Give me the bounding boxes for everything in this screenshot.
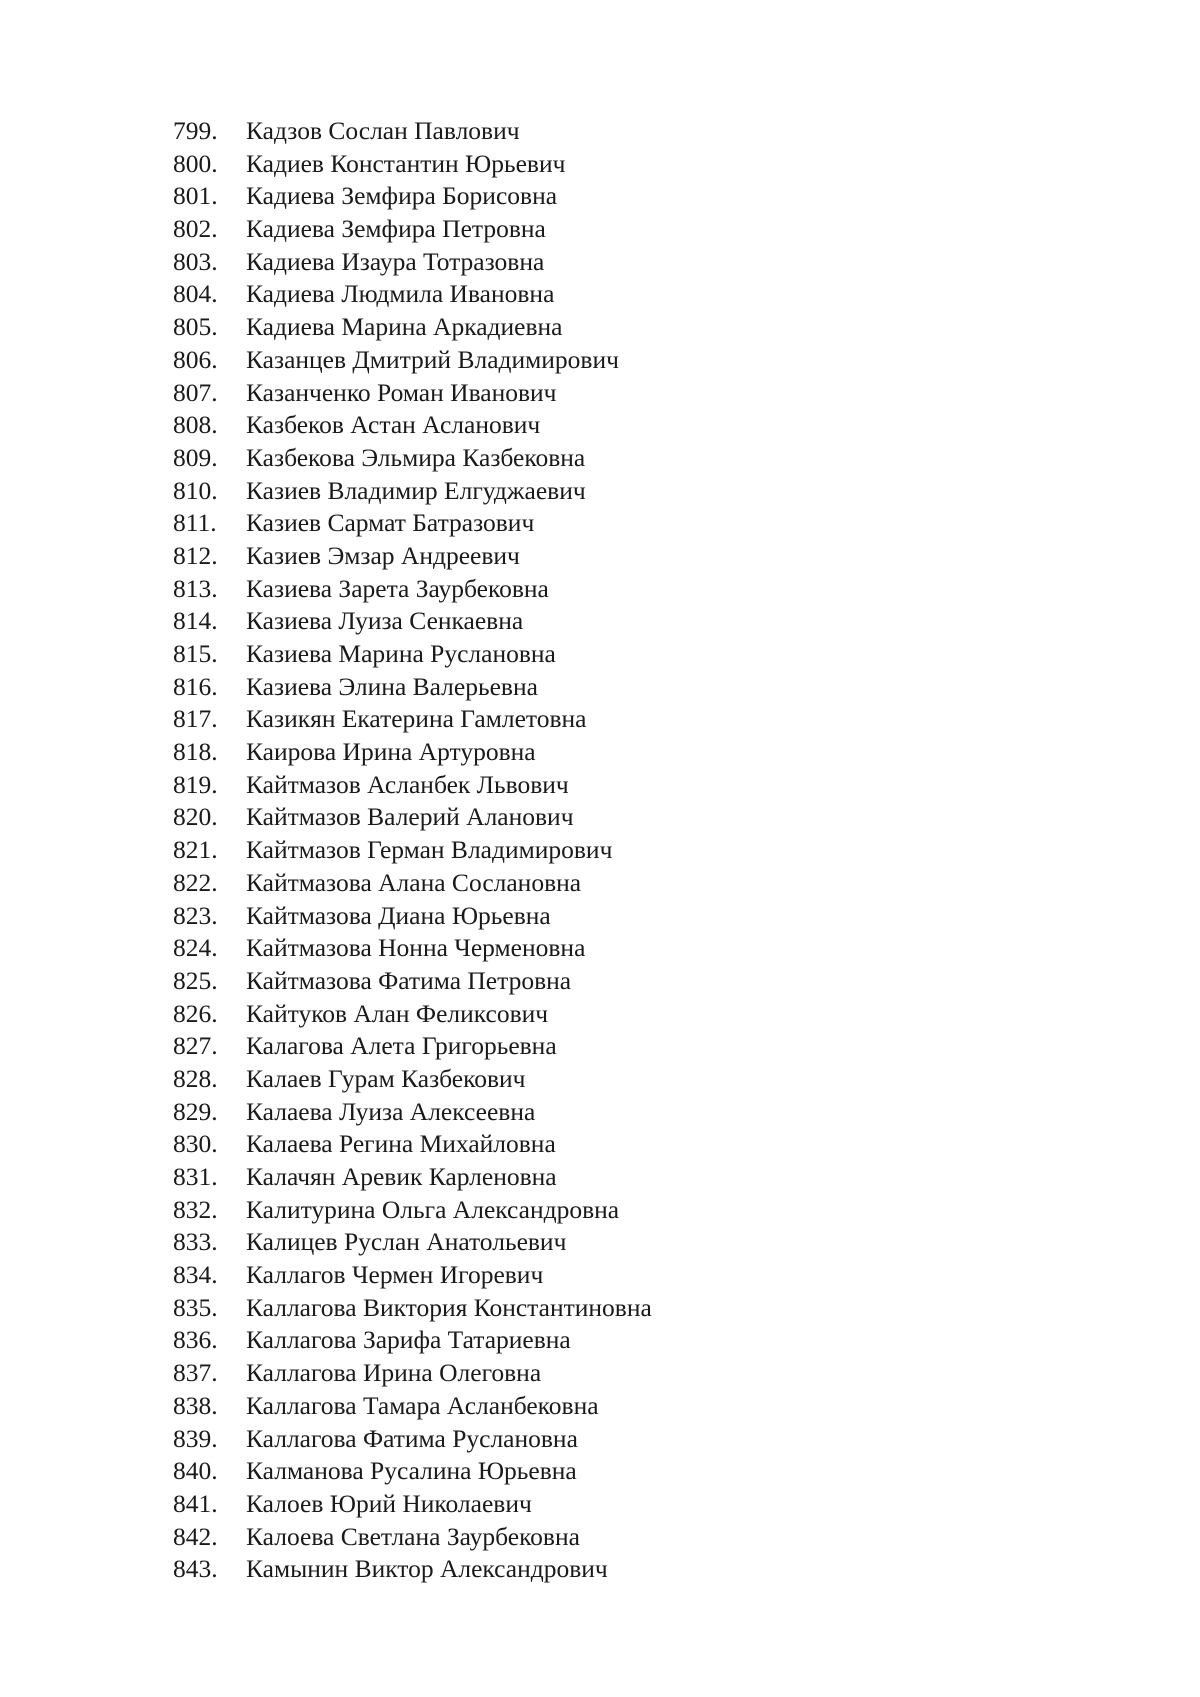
entry-number: 810. xyxy=(173,475,218,505)
entry-number: 813. xyxy=(173,573,218,603)
entry-number: 820. xyxy=(173,802,218,832)
list-item xyxy=(173,475,1073,508)
entry-name: Калицев Руслан Анатольевич xyxy=(246,1227,567,1257)
entry-number: 819. xyxy=(173,769,218,799)
list-item xyxy=(173,377,1073,410)
entry-number: 841. xyxy=(173,1488,218,1518)
list-item xyxy=(173,1030,1073,1063)
entry-number: 825. xyxy=(173,965,218,995)
entry-name: Кадиева Людмила Ивановна xyxy=(246,279,555,309)
entry-number: 835. xyxy=(173,1292,218,1322)
entry-name: Кайтмазова Фатима Петровна xyxy=(246,965,572,995)
entry-number: 817. xyxy=(173,704,218,734)
entry-number: 822. xyxy=(173,867,218,897)
list-item xyxy=(173,638,1073,671)
entry-name: Кадиева Земфира Борисовна xyxy=(246,181,558,211)
entry-name: Казанцев Дмитрий Владимирович xyxy=(246,344,619,374)
entry-number: 821. xyxy=(173,835,218,865)
list-item xyxy=(173,900,1073,933)
entry-number: 803. xyxy=(173,246,218,276)
entry-name: Кадиева Марина Аркадиевна xyxy=(246,312,563,342)
list-item xyxy=(173,867,1073,900)
entry-number: 836. xyxy=(173,1325,218,1355)
entry-name: Кайтмазова Нонна Черменовна xyxy=(246,933,586,963)
list-item xyxy=(173,573,1073,606)
list-item xyxy=(173,1226,1073,1259)
entry-number: 808. xyxy=(173,410,218,440)
entry-name: Калоев Юрий Николаевич xyxy=(246,1488,532,1518)
entry-number: 800. xyxy=(173,148,218,178)
list-item xyxy=(173,278,1073,311)
entry-name: Калаев Гурам Казбекович xyxy=(246,1063,526,1093)
list-item xyxy=(173,605,1073,638)
entry-name: Казиева Элина Валерьевна xyxy=(246,671,538,701)
list-item xyxy=(173,932,1073,965)
list-item xyxy=(173,1292,1073,1325)
list-item xyxy=(173,998,1073,1031)
entry-number: 802. xyxy=(173,214,218,244)
list-item xyxy=(173,344,1073,377)
list-item xyxy=(173,115,1073,148)
list-item xyxy=(173,1553,1073,1586)
entry-number: 799. xyxy=(173,116,218,145)
entry-name: Каллагова Виктория Константиновна xyxy=(246,1292,652,1322)
entry-number: 814. xyxy=(173,606,218,636)
entry-name: Кайтуков Алан Феликсович xyxy=(246,998,549,1028)
entry-number: 806. xyxy=(173,344,218,374)
list-item xyxy=(173,1096,1073,1129)
entry-name: Кайтмазов Герман Владимирович xyxy=(246,835,613,865)
list-item xyxy=(173,1259,1073,1292)
entry-name: Казиева Зарета Заурбековна xyxy=(246,573,549,603)
list-item xyxy=(173,180,1073,213)
entry-name: Каллагова Зарифа Татариевна xyxy=(246,1325,571,1355)
list-item xyxy=(173,1063,1073,1096)
list-item xyxy=(173,801,1073,834)
entry-name: Казиева Луиза Сенкаевна xyxy=(246,606,524,636)
entry-number: 818. xyxy=(173,737,218,767)
entry-number: 837. xyxy=(173,1358,218,1388)
entry-number: 843. xyxy=(173,1554,218,1584)
list-item xyxy=(173,1455,1073,1488)
list-item xyxy=(173,213,1073,246)
list-item xyxy=(173,671,1073,704)
entry-name: Кайтмазова Диана Юрьевна xyxy=(246,900,551,930)
entry-name: Каллагова Тамара Асланбековна xyxy=(246,1390,599,1420)
list-item xyxy=(173,246,1073,279)
entry-number: 828. xyxy=(173,1063,218,1093)
name-list xyxy=(173,115,1073,1586)
entry-number: 816. xyxy=(173,671,218,701)
entry-name: Каирова Ирина Артуровна xyxy=(246,737,536,767)
entry-number: 805. xyxy=(173,312,218,342)
entry-number: 829. xyxy=(173,1096,218,1126)
entry-name: Казиев Владимир Елгуджаевич xyxy=(246,475,586,505)
entry-number: 824. xyxy=(173,933,218,963)
list-item xyxy=(173,311,1073,344)
list-item xyxy=(173,703,1073,736)
entry-number: 832. xyxy=(173,1194,218,1224)
entry-number: 831. xyxy=(173,1162,218,1191)
entry-number: 839. xyxy=(173,1423,218,1453)
list-item xyxy=(173,1390,1073,1423)
entry-number: 807. xyxy=(173,377,218,407)
entry-name: Калманова Русалина Юрьевна xyxy=(246,1456,577,1486)
entry-name: Каллагова Фатима Руслановна xyxy=(246,1423,578,1453)
entry-name: Казбекова Эльмира Казбековна xyxy=(246,442,586,472)
entry-name: Кадиева Земфира Петровна xyxy=(246,214,546,244)
entry-name: Казиев Эмзар Андреевич xyxy=(246,540,520,570)
list-item xyxy=(173,540,1073,573)
list-item xyxy=(173,834,1073,867)
entry-name: Камынин Виктор Александрович xyxy=(246,1554,608,1584)
list-item xyxy=(173,442,1073,475)
entry-name: Калагова Алета Григорьевна xyxy=(246,1031,557,1061)
entry-name: Калаева Регина Михайловна xyxy=(246,1129,556,1159)
entry-name: Казанченко Роман Иванович xyxy=(246,377,557,407)
entry-name: Калачян Аревик Карленовна xyxy=(246,1162,557,1191)
entry-number: 811. xyxy=(173,508,217,538)
entry-name: Кадиев Константин Юрьевич xyxy=(246,148,566,178)
list-item xyxy=(173,1128,1073,1161)
list-item xyxy=(173,1423,1073,1456)
entry-name: Казбеков Астан Асланович xyxy=(246,410,541,440)
entry-number: 826. xyxy=(173,998,218,1028)
entry-name: Калоева Светлана Заурбековна xyxy=(246,1521,580,1551)
list-item xyxy=(173,769,1073,802)
entry-number: 827. xyxy=(173,1031,218,1061)
entry-name: Казиева Марина Руслановна xyxy=(246,639,556,668)
entry-name: Калаева Луиза Алексеевна xyxy=(246,1096,536,1126)
entry-name: Каллагов Чермен Игоревич xyxy=(246,1260,544,1290)
entry-name: Казикян Екатерина Гамлетовна xyxy=(246,704,587,734)
list-item xyxy=(173,965,1073,998)
entry-number: 815. xyxy=(173,639,218,668)
entry-name: Кайтмазова Алана Сослановна xyxy=(246,867,582,897)
list-item xyxy=(173,1324,1073,1357)
entry-number: 842. xyxy=(173,1521,218,1551)
list-item xyxy=(173,736,1073,769)
list-item xyxy=(173,1194,1073,1227)
list-item xyxy=(173,1488,1073,1521)
entry-name: Казиев Сармат Батразович xyxy=(246,508,535,538)
entry-number: 801. xyxy=(173,181,218,211)
entry-number: 838. xyxy=(173,1390,218,1420)
list-item xyxy=(173,1161,1073,1194)
list-item xyxy=(173,409,1073,442)
list-item xyxy=(173,507,1073,540)
entry-name: Кадиева Изаура Тотразовна xyxy=(246,246,545,276)
list-item xyxy=(173,148,1073,181)
list-item xyxy=(173,1357,1073,1390)
entry-number: 804. xyxy=(173,279,218,309)
entry-name: Калитурина Ольга Александровна xyxy=(246,1194,620,1224)
entry-number: 809. xyxy=(173,442,218,472)
entry-number: 812. xyxy=(173,540,218,570)
entry-name: Кайтмазов Валерий Аланович xyxy=(246,802,574,832)
entry-name: Каллагова Ирина Олеговна xyxy=(246,1358,542,1388)
list-item xyxy=(173,1521,1073,1554)
entry-number: 823. xyxy=(173,900,218,930)
entry-name: Кадзов Сослан Павлович xyxy=(246,116,520,145)
entry-number: 840. xyxy=(173,1456,218,1486)
entry-name: Кайтмазов Асланбек Львович xyxy=(246,769,569,799)
entry-number: 830. xyxy=(173,1129,218,1159)
entry-number: 833. xyxy=(173,1227,218,1257)
entry-number: 834. xyxy=(173,1260,218,1290)
